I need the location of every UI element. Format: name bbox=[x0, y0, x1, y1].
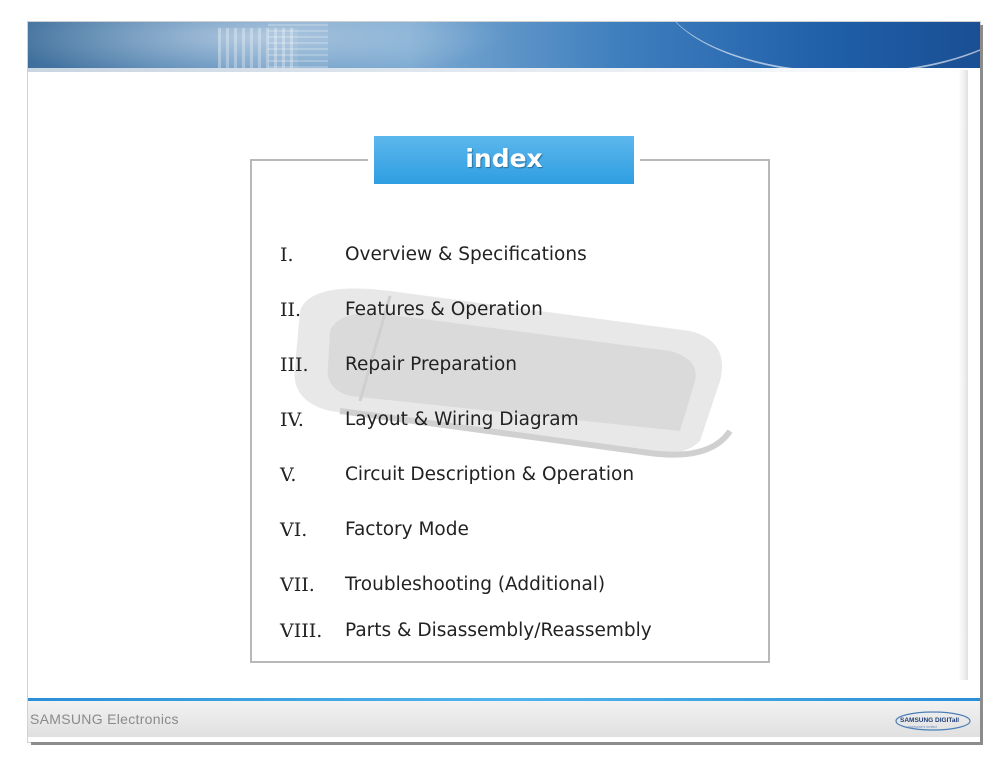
banner-divider bbox=[28, 68, 980, 72]
index-item-label: Parts & Disassembly/Reassembly bbox=[345, 620, 652, 641]
index-item-label: Circuit Description & Operation bbox=[345, 464, 635, 485]
index-item-label: Layout & Wiring Diagram bbox=[345, 409, 579, 430]
company-name: SAMSUNG Electronics bbox=[30, 711, 179, 727]
samsung-digitall-logo bbox=[894, 710, 972, 732]
index-item-number: I. bbox=[280, 244, 294, 266]
index-item-label: Repair Preparation bbox=[345, 354, 517, 375]
index-title: index bbox=[374, 136, 634, 184]
index-item-number: II. bbox=[280, 299, 302, 321]
logo-tagline: everyone's invited bbox=[908, 725, 937, 729]
index-item-number: V. bbox=[280, 464, 297, 486]
index-item-number: IV. bbox=[280, 409, 304, 431]
index-item-number: III. bbox=[280, 354, 309, 376]
index-item-number: VII. bbox=[280, 574, 315, 596]
slide bbox=[28, 22, 980, 742]
index-item-number: VI. bbox=[280, 519, 308, 541]
footer-band bbox=[28, 701, 980, 737]
footer bbox=[28, 698, 980, 742]
header-banner bbox=[28, 22, 980, 68]
index-item-label: Factory Mode bbox=[345, 519, 469, 540]
index-item-label: Overview & Specifications bbox=[345, 244, 587, 265]
index-item-label: Troubleshooting (Additional) bbox=[345, 574, 606, 595]
logo-text: SAMSUNG DIGITall bbox=[900, 717, 960, 724]
index-item-label: Features & Operation bbox=[345, 299, 543, 320]
index-item-number: VIII. bbox=[280, 620, 323, 642]
